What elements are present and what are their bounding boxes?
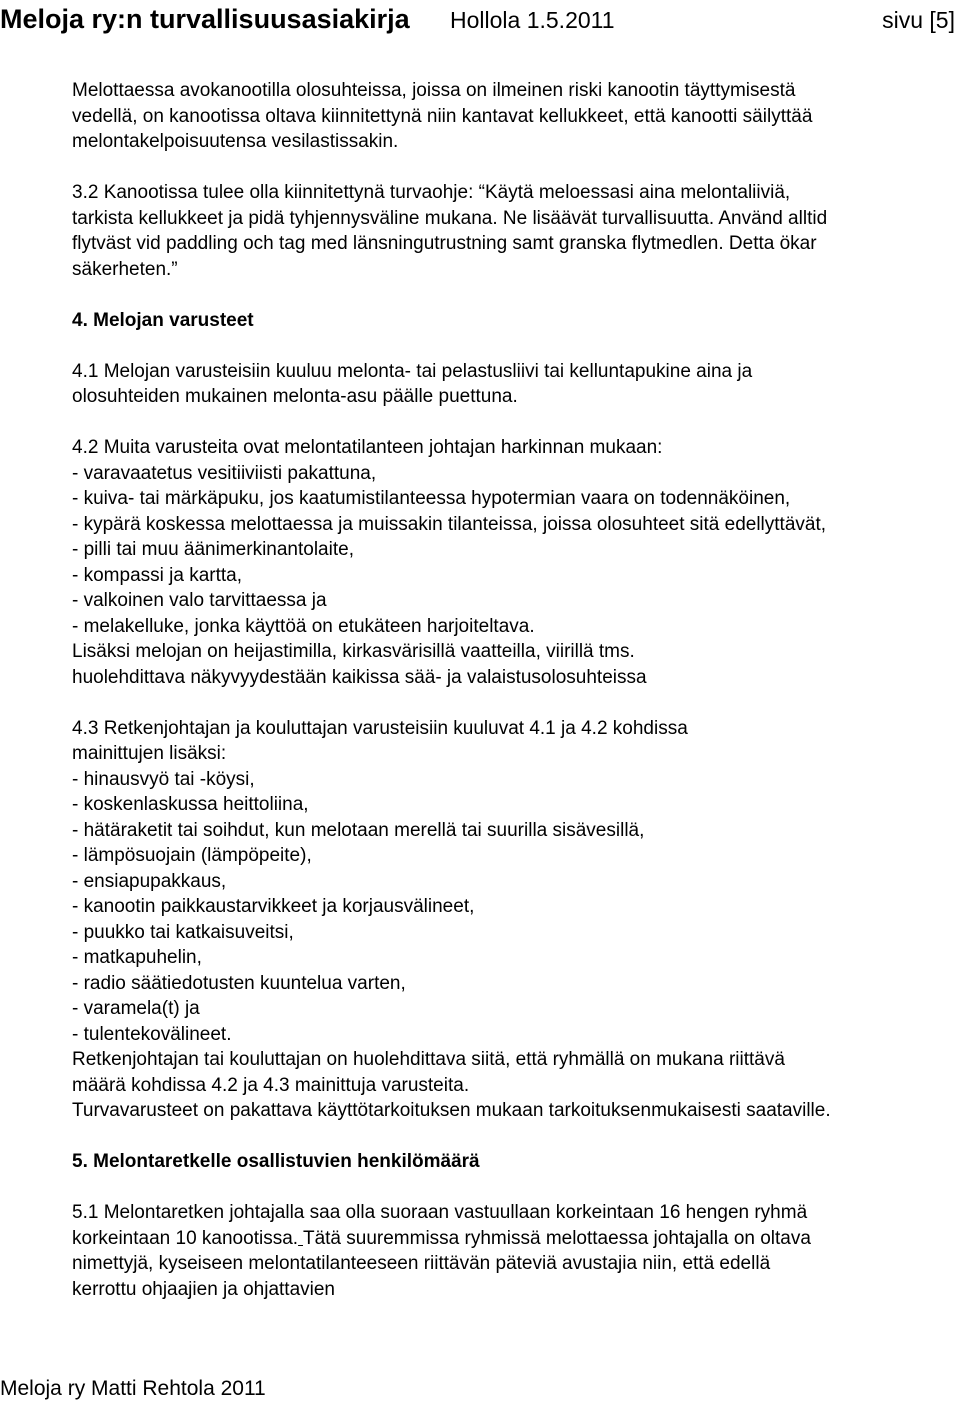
page-footer: Meloja ry Matti Rehtola 2011 [0, 1377, 266, 1400]
paragraph-5-1-part-a: 5.1 Melontaretken johtajalla saa olla suoraan vastuullaan korkeintaan 16 hengen ryhmä korkeintaan 10 kanootissa. [72, 1202, 808, 1249]
paragraph-4-3-intro-2: mainittujen lisäksi: [72, 743, 227, 764]
document-place-date: Hollola 1.5.2011 [450, 7, 615, 33]
list-item: - matkapuhelin, [72, 947, 202, 968]
document-title: Meloja ry:n turvallisuusasiakirja [0, 4, 410, 34]
paragraph-4-2-tail-2: huolehdittava näkyvyydestään kaikissa sää- ja valaistusolosuhteissa [72, 666, 647, 688]
section-heading-5: 5. Melontaretkelle osallistuvien henkilömäärä [72, 1151, 480, 1172]
list-item: - hätäraketit tai soihdut, kun melotaan merellä tai suurilla sisävesillä, [72, 819, 645, 841]
list-item: - kuiva- tai märkäpuku, jos kaatumistilanteessa hypotermian vaara on todennäköinen, [72, 488, 791, 509]
document-body [72, 78, 832, 1302]
paragraph-4-1: 4.1 Melojan varusteisiin kuuluu melonta- tai pelastusliivi tai kelluntapukine aina ja olosuhteiden mukainen melonta-asu päälle puettuna. [72, 360, 753, 407]
list-item: - tulentekovälineet. [72, 1023, 232, 1045]
list-item: - ensiapupakkaus, [72, 870, 227, 892]
list-item: - kypärä koskessa melottaessa ja muissakin tilanteissa, joissa olosuhteet sitä edellyttävät, [72, 513, 827, 535]
paragraph-4-2-intro: 4.2 Muita varusteita ovat melontatilanteen johtajan harkinnan mukaan: [72, 437, 663, 458]
list-item: - puukko tai katkaisuveitsi, [72, 921, 294, 943]
paragraph-3-2: 3.2 Kanootissa tulee olla kiinnitettynä turvaohje: “Käytä meloessasi aina melontaliiviä, tarkista kellukkeet ja pidä tyhjennysväline mukana. Ne lisäävät turvallisuutta. Använd alltid flytväst vid paddling och tag med länsningutrustning samt granska flytmedlen. Detta ökar säkerheten.” [72, 182, 828, 280]
list-item: - koskenlaskussa heittoliina, [72, 794, 309, 815]
paragraph-4-3-intro-1: 4.3 Retkenjohtajan ja kouluttajan varusteisiin kuuluvat 4.1 ja 4.2 kohdissa [72, 717, 688, 739]
page-header [0, 0, 960, 40]
list-item: - pilli tai muu äänimerkinantolaite, [72, 539, 354, 560]
paragraph-4-3-tail-2: Turvavarusteet on pakattava käyttötarkoituksen mukaan tarkoituksenmukaisesti saataville. [72, 1100, 831, 1121]
list-item: - hinausvyö tai -köysi, [72, 768, 255, 790]
list-item: - kanootin paikkaustarvikkeet ja korjausvälineet, [72, 896, 475, 917]
list-item: - varamela(t) ja [72, 998, 200, 1019]
list-item: - radio säätiedotusten kuuntelua varten, [72, 972, 406, 994]
list-item: - varavaatetus vesitiiviisti pakattuna, [72, 462, 377, 484]
paragraph-5-1 [72, 1200, 832, 1302]
paragraph-4-3-tail-1: Retkenjohtajan tai kouluttajan on huolehdittava siitä, että ryhmällä on mukana riittävä määrä kohdissa 4.2 ja 4.3 mainittuja varusteita. [72, 1049, 785, 1096]
section-4-2 [72, 435, 832, 690]
paragraph-4-2-tail-1: Lisäksi melojan on heijastimilla, kirkasvärisillä vaatteilla, viirillä tms. [72, 641, 635, 662]
section-heading-4: 4. Melojan varusteet [72, 309, 254, 331]
list-item: - melakelluke, jonka käyttöä on etukäteen harjoiteltava. [72, 615, 535, 637]
paragraph-5-1-part-c: Tätä suuremmissa ryhmissä melottaessa johtajalla on oltava nimettyjä, kyseiseen melontatilanteeseen riittävän päteviä avustajia niin, että edellä kerrottu ohjaajien ja ohjattavien [72, 1227, 811, 1300]
list-item: - valkoinen valo tarvittaessa ja [72, 590, 327, 611]
paragraph-intro: Melottaessa avokanootilla olosuhteissa, joissa on ilmeinen riski kanootin täyttymisestä vedellä, on kanootissa oltava kiinnitettynä niin kantavat kellukkeet, että kanootti säilyttää melontakelpoisuutensa vesilastissakin. [72, 80, 813, 152]
section-4-3 [72, 716, 832, 1124]
list-item: - lämpösuojain (lämpöpeite), [72, 845, 312, 866]
page-number: sivu [5] [882, 7, 955, 33]
list-item: - kompassi ja kartta, [72, 564, 242, 586]
